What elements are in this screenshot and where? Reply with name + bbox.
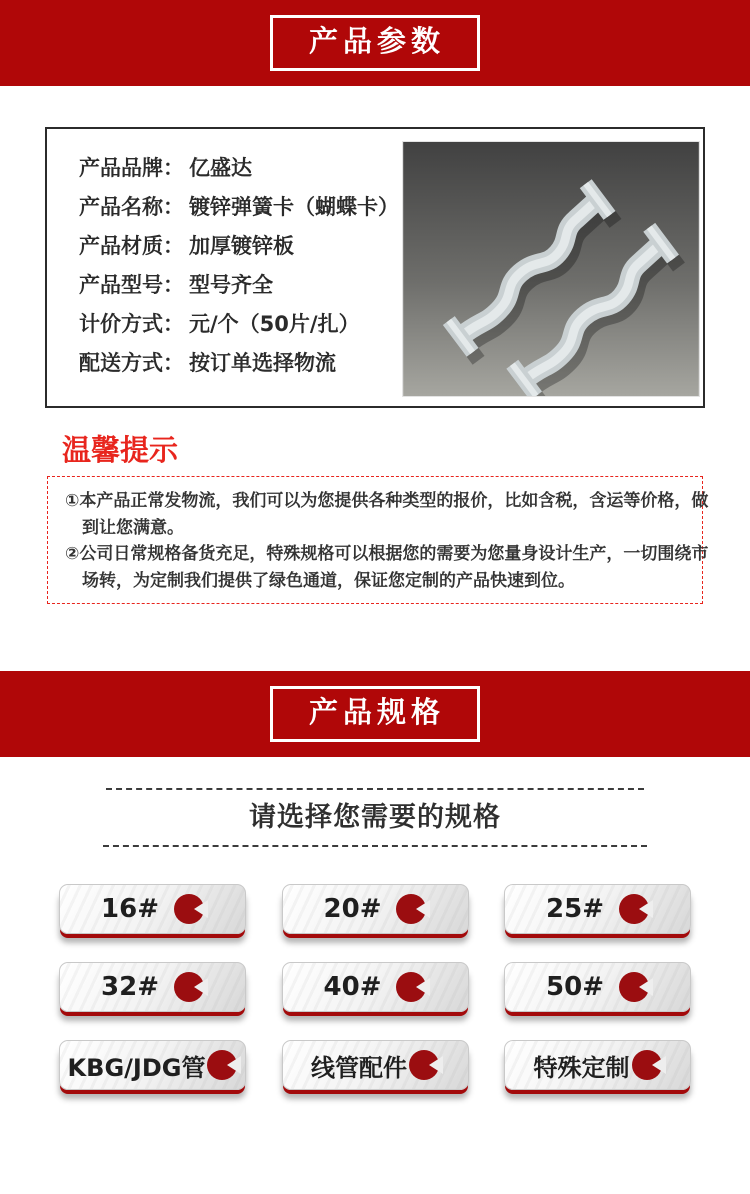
spec-button-kbg-jdg[interactable]: [59, 1040, 246, 1090]
spec-button-25[interactable]: [504, 884, 691, 934]
spec-button-label: 20#: [323, 894, 382, 924]
info-label: 计价方式：: [79, 312, 184, 336]
product-specs-title: 产品规格: [270, 686, 480, 742]
spec-button-label: KBG/JDG管: [67, 1053, 206, 1082]
info-value: 亿盛达: [189, 156, 252, 180]
red-circle-notch-icon: [619, 972, 649, 1002]
warm-tips-box: [47, 476, 709, 604]
red-circle-notch-icon: [619, 894, 649, 924]
tip-line: 场转，为定制我们提供了绿色通道，保证您定制的产品快速到位。: [82, 570, 575, 591]
info-value: 镀锌弹簧卡（蝴蝶卡）: [189, 195, 399, 219]
product-info-box: [45, 127, 705, 408]
info-label: 产品型号：: [79, 273, 184, 297]
red-circle-notch-icon: [207, 1050, 237, 1080]
info-value: 按订单选择物流: [189, 351, 336, 375]
spec-button-20[interactable]: [282, 884, 469, 934]
spec-button-label: 线管配件: [311, 1053, 407, 1082]
spec-button-40[interactable]: [282, 962, 469, 1012]
red-circle-notch-icon: [396, 972, 426, 1002]
info-label: 配送方式：: [79, 351, 184, 375]
spec-select-prompt: 请选择您需要的规格: [249, 802, 501, 833]
spec-button-16[interactable]: [59, 884, 246, 934]
tip-line: ②公司日常规格备货充足，特殊规格可以根据您的需要为您量身设计生产，一切围绕市: [65, 544, 709, 564]
info-label: 产品名称：: [79, 195, 184, 219]
spec-button-label: 25#: [546, 894, 604, 924]
spec-button-label: 特殊定制: [533, 1053, 630, 1082]
spec-button-conduit-fittings[interactable]: [282, 1040, 469, 1090]
product-params-title: 产品参数: [270, 15, 480, 71]
product-specs-banner: [0, 671, 750, 757]
spec-button-50[interactable]: [504, 962, 691, 1012]
red-circle-notch-icon: [174, 972, 204, 1002]
tip-line: ①本产品正常发物流，我们可以为您提供各种类型的报价，比如含税，含运等价格，做: [65, 491, 709, 511]
spec-button-label: 40#: [323, 972, 382, 1002]
spec-button-grid: [59, 884, 691, 1090]
info-value: 元/个（50片/扎）: [189, 312, 360, 336]
spec-button-label: 16#: [101, 894, 159, 924]
spec-button-label: 32#: [101, 972, 159, 1002]
info-label: 产品品牌：: [79, 156, 184, 180]
spec-button-32[interactable]: [59, 962, 246, 1012]
red-circle-notch-icon: [396, 894, 426, 924]
red-circle-notch-icon: [174, 894, 204, 924]
info-value: 加厚镀锌板: [189, 234, 294, 258]
product-params-banner: [0, 0, 750, 86]
dashed-divider-top: [106, 788, 644, 790]
dashed-divider-bottom: [103, 845, 647, 847]
spec-button-custom[interactable]: [504, 1040, 691, 1090]
red-circle-notch-icon: [409, 1050, 439, 1080]
red-circle-notch-icon: [632, 1050, 662, 1080]
info-label: 产品材质：: [79, 234, 184, 258]
warm-tips-heading: 温馨提示: [62, 433, 179, 467]
info-value: 型号齐全: [189, 273, 273, 297]
spec-button-label: 50#: [546, 972, 604, 1002]
product-photo-spring-clips: [402, 141, 700, 397]
tip-line: 到让您满意。: [82, 517, 184, 538]
